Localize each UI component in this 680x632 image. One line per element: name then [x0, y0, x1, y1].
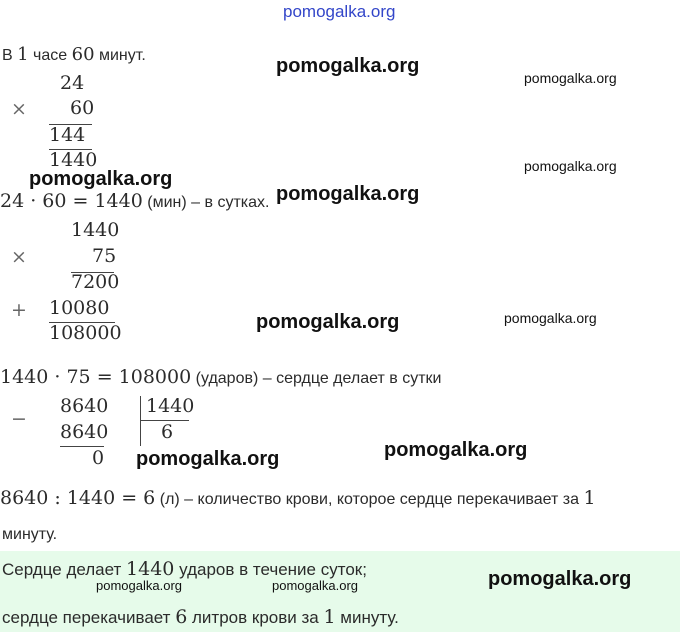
watermark: pomogalka.org — [256, 311, 400, 333]
text: (мин) – в сутках. — [147, 194, 270, 211]
watermark: pomogalka.org — [524, 70, 617, 86]
header-watermark: pomogalka.org — [283, 2, 396, 21]
text: (л) – количество крови, которое сердце перекачивает за — [159, 491, 579, 508]
division-bar — [140, 396, 141, 446]
text: ударов в течение суток; — [179, 560, 367, 579]
number: 1 — [17, 44, 29, 65]
text: литров крови за — [192, 608, 319, 627]
watermark: pomogalka.org — [488, 568, 632, 590]
text: Сердце делает — [2, 560, 122, 579]
watermark: pomogalka.org — [96, 578, 182, 593]
watermark: pomogalka.org — [524, 158, 617, 174]
division-remainder: 0 — [92, 447, 105, 469]
number: 60 — [71, 44, 95, 65]
times-sign: × — [11, 246, 27, 268]
answer-line-2 — [2, 606, 399, 628]
division-quotient: 6 — [161, 421, 174, 443]
text: часе — [33, 47, 68, 64]
text: минуту. — [340, 608, 399, 627]
watermark: pomogalka.org — [136, 448, 280, 470]
number: 6 — [175, 606, 188, 628]
text: (ударов) – сердце делает в сутки — [195, 370, 442, 387]
minus-sign: − — [11, 408, 27, 430]
text: сердце перекачивает — [2, 608, 171, 627]
number: 1 — [583, 487, 596, 509]
watermark: pomogalka.org — [276, 55, 420, 77]
plus-sign: + — [11, 299, 27, 321]
expression: 1440 · 75 = 108000 — [0, 366, 192, 388]
watermark: pomogalka.org — [272, 578, 358, 593]
expression: 8640 : 1440 = 6 — [0, 487, 156, 509]
number: 1 — [323, 606, 336, 628]
expression: 24 · 60 = 1440 — [0, 190, 143, 212]
mult1-b: 60 — [70, 97, 95, 119]
division-subtrahend: 8640 — [60, 421, 109, 443]
mult1-a: 24 — [60, 72, 85, 94]
mult1-partial: 144 — [49, 124, 86, 146]
mult2-b: 75 — [92, 245, 117, 267]
result-continuation: минуту. — [2, 526, 58, 543]
division-divisor: 1440 — [146, 395, 195, 417]
line-hour-minutes — [2, 44, 146, 65]
text: минут. — [98, 47, 146, 64]
mult2-a: 1440 — [71, 219, 120, 241]
line-minutes-per-day — [0, 190, 269, 212]
watermark: pomogalka.org — [276, 183, 420, 205]
answer-line-1 — [2, 558, 367, 580]
times-sign: × — [11, 98, 27, 120]
number: 1440 — [126, 558, 175, 580]
watermark: pomogalka.org — [384, 439, 528, 461]
text: В — [2, 47, 13, 64]
mult2-sum: 108000 — [49, 322, 122, 344]
line-liters-per-minute — [0, 487, 596, 509]
mult2-partial2: 10080 — [49, 297, 110, 319]
watermark: pomogalka.org — [29, 168, 173, 190]
mult1-product: 1440 — [49, 149, 98, 171]
line-beats-per-day — [0, 366, 441, 388]
division-dividend: 8640 — [60, 395, 109, 417]
mult2-partial1: 7200 — [71, 271, 120, 293]
watermark: pomogalka.org — [504, 310, 597, 326]
